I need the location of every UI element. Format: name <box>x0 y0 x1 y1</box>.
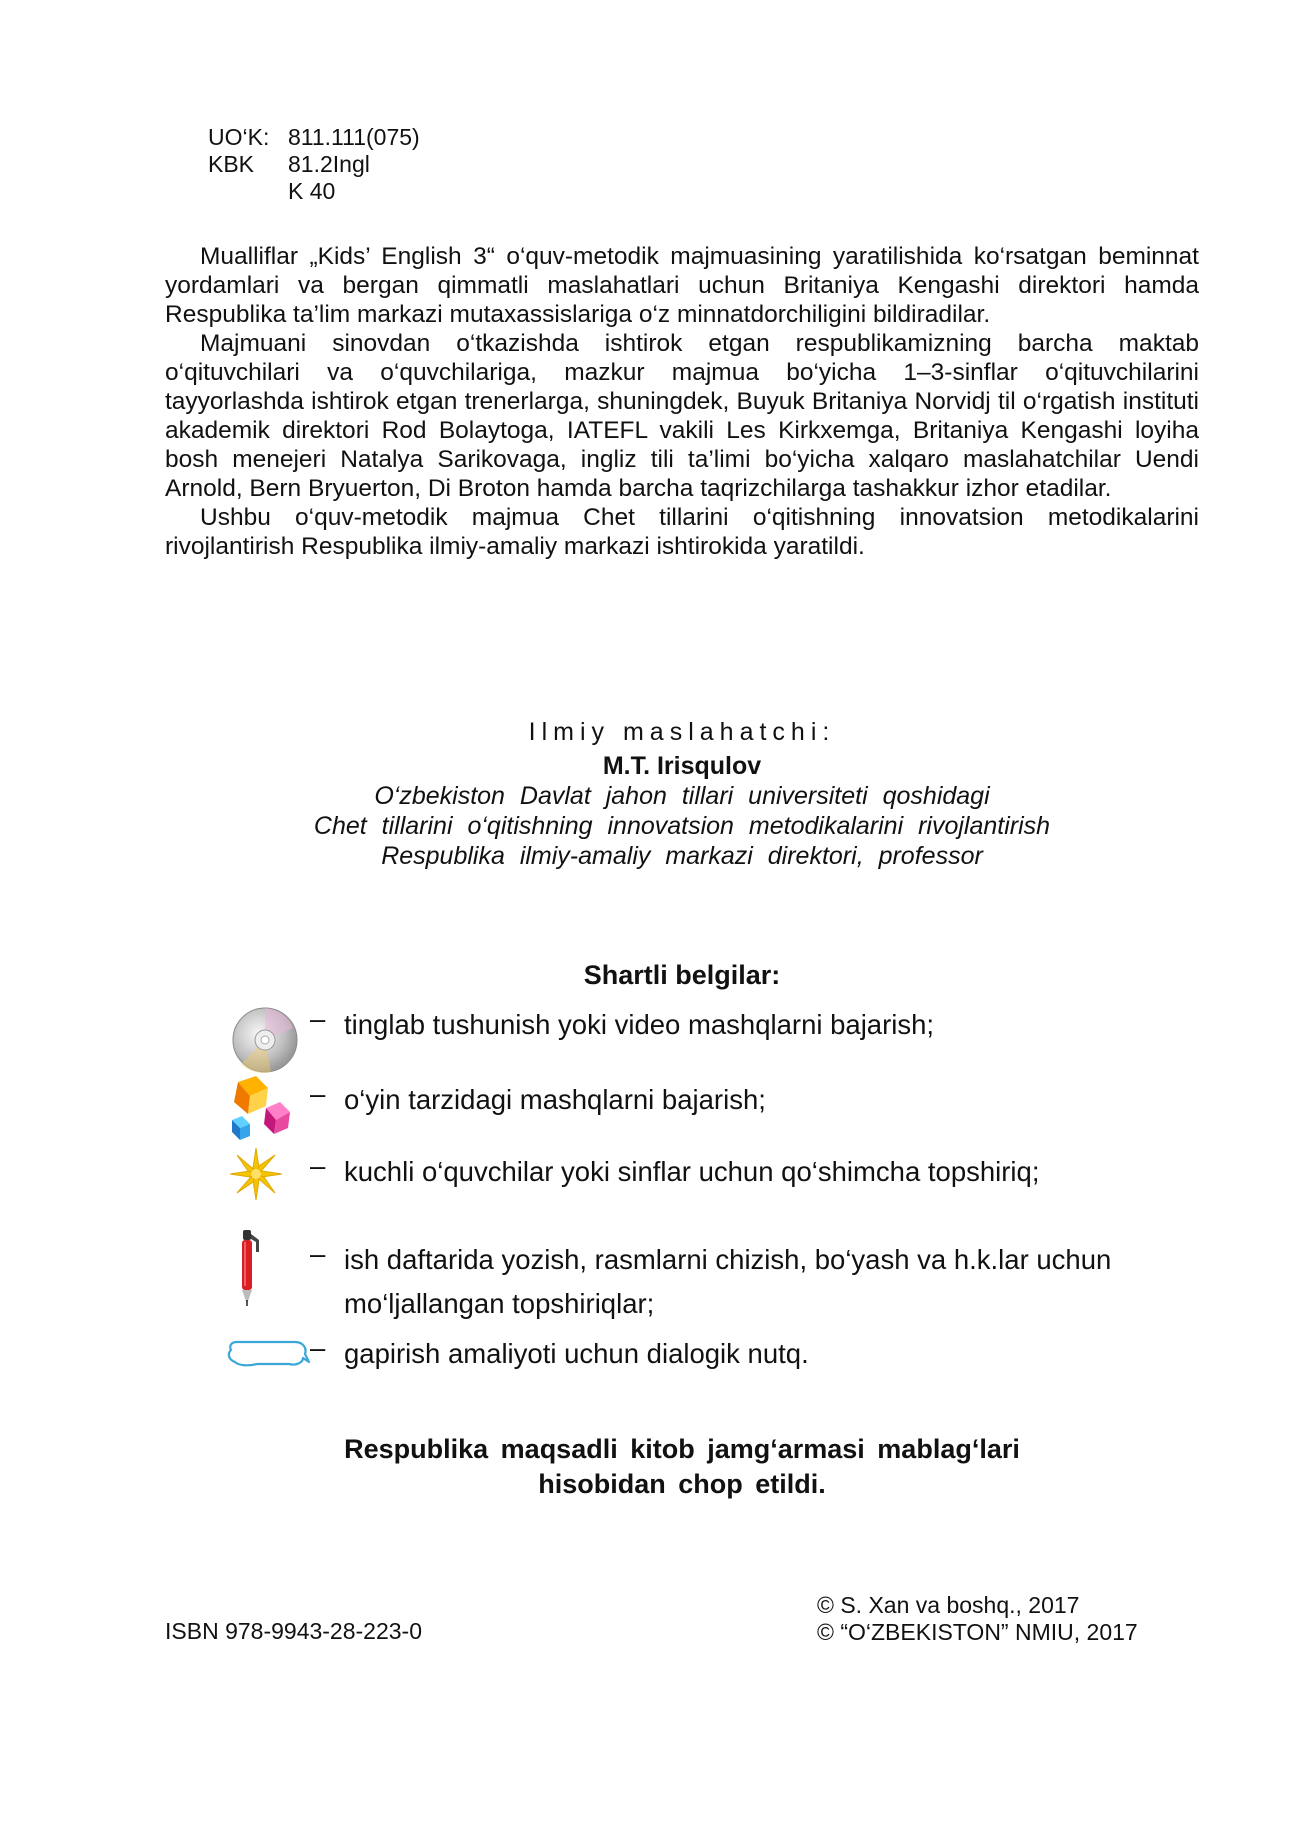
advisor-name: M.T. Irisqulov <box>602 752 762 780</box>
advisor-desc-line-1: O‘zbekiston Davlat jahon tillari universiteti qoshidagi <box>374 782 990 810</box>
paragraph-2: Majmuani sinovdan o‘tkazishda ishtirok etgan respublikamizning barcha maktab o‘qituvchilari va o‘quvchilariga, mazkur majmua bo‘yicha 1–3-sinflar o‘qituvchilarini tayyorlashda ishtirok etgan trenerlarga, shuningdek, Buyuk Britaniya Norvidj til o‘rgatish instituti akademik direktori Rod Bolaytoga, IATEFL vakili Les Kirkxemga, Britaniya Kengashi loyiha bosh menejeri Natalya Sarikovaga, ingliz tili ta’limi bo‘yicha xalqaro maslahatchilar Uendi Arnold, Bern Bryuerton, Di Broton hamda barcha taqrizchilarga tashakkur izhor etadilar. <box>165 330 1199 502</box>
paragraph-1: Mualliflar „Kids’ English 3“ o‘quv-metodik majmuasining yaratilishida ko‘rsatgan beminnat yordamlari va bergan qimmatli maslahatlari uchun Britaniya Kengashi direktori hamda Respublika ta’lim markazi mutaxassislariga o‘z minnatdorchiligini bildiradilar. <box>165 243 1199 328</box>
advisor-label: Ilmiy maslahatchi: <box>528 718 836 746</box>
funding-note <box>165 1432 1199 1502</box>
kbk-value: 81.2Ingl <box>288 151 370 177</box>
uok-value: 811.111(075) <box>288 124 420 150</box>
legend-item-game <box>225 1078 1200 1150</box>
legend-list <box>225 1003 1200 1382</box>
copyright-line-1: © S. Xan va boshq., 2017 <box>817 1592 1080 1618</box>
legend-dash: – <box>310 1150 326 1181</box>
funding-line-2: hisobidan chop etildi. <box>538 1469 826 1499</box>
isbn: ISBN 978-9943-28-223-0 <box>165 1618 422 1644</box>
legend-text: gapirish amaliyoti uchun dialogik nutq. <box>344 1338 809 1369</box>
legend-title: Shartli belgilar: <box>583 960 781 990</box>
scientific-advisor <box>165 715 1199 871</box>
kbk-label: KBK <box>208 151 255 177</box>
legend-item-speaking <box>225 1332 1200 1382</box>
legend-item-extra-task <box>225 1150 1200 1238</box>
kbk-row <box>208 151 420 178</box>
legend-dash: – <box>310 1078 326 1109</box>
advisor-desc-line-2: Chet tillarini o‘qitishning innovatsion metodikalarini rivojlantirish <box>313 812 1051 840</box>
author-mark-row <box>208 178 420 205</box>
legend-text: o‘yin tarzidagi mashqlarni bajarish; <box>344 1084 766 1115</box>
paragraph-3: Ushbu o‘quv-metodik majmua Chet tillarini o‘qitishning innovatsion metodikalarini rivojlantirish Respublika ilmiy-amaliy markazi ishtirokida yaratildi. <box>165 504 1199 560</box>
game-cubes-icon <box>225 1078 310 1150</box>
speech-bubble-icon <box>225 1332 310 1382</box>
legend-dash: – <box>310 1003 326 1034</box>
author-mark: K 40 <box>288 178 336 204</box>
legend-dash: – <box>310 1238 326 1269</box>
legend-dash: – <box>310 1332 326 1363</box>
uok-row <box>208 124 420 151</box>
copyright <box>817 1592 1138 1646</box>
funding-line-1: Respublika maqsadli kitob jamg‘armasi mablag‘lari <box>344 1434 1020 1464</box>
uok-label: UO‘K: <box>208 124 270 150</box>
pen-icon <box>225 1238 310 1332</box>
catalog-codes <box>208 124 420 205</box>
acknowledgements <box>165 242 1199 561</box>
legend-item-writing <box>225 1238 1200 1332</box>
legend-item-listening <box>225 1003 1200 1078</box>
legend-text: tinglab tushunish yoki video mashqlarni bajarish; <box>344 1009 935 1040</box>
legend-text: kuchli o‘quvchilar yoki sinflar uchun qo‘shimcha topshiriq; <box>344 1156 1040 1187</box>
legend-text: ish daftarida yozish, rasmlarni chizish, bo‘yash va h.k.lar uchun mo‘ljallangan topshiriqlar; <box>344 1244 1112 1319</box>
advisor-desc-line-3: Respublika ilmiy-amaliy markazi direktori, professor <box>381 842 983 870</box>
star-icon <box>225 1150 310 1238</box>
copyright-line-2: © “O‘ZBEKISTON” NMIU, 2017 <box>817 1619 1138 1645</box>
cd-disc-icon <box>225 1003 310 1078</box>
